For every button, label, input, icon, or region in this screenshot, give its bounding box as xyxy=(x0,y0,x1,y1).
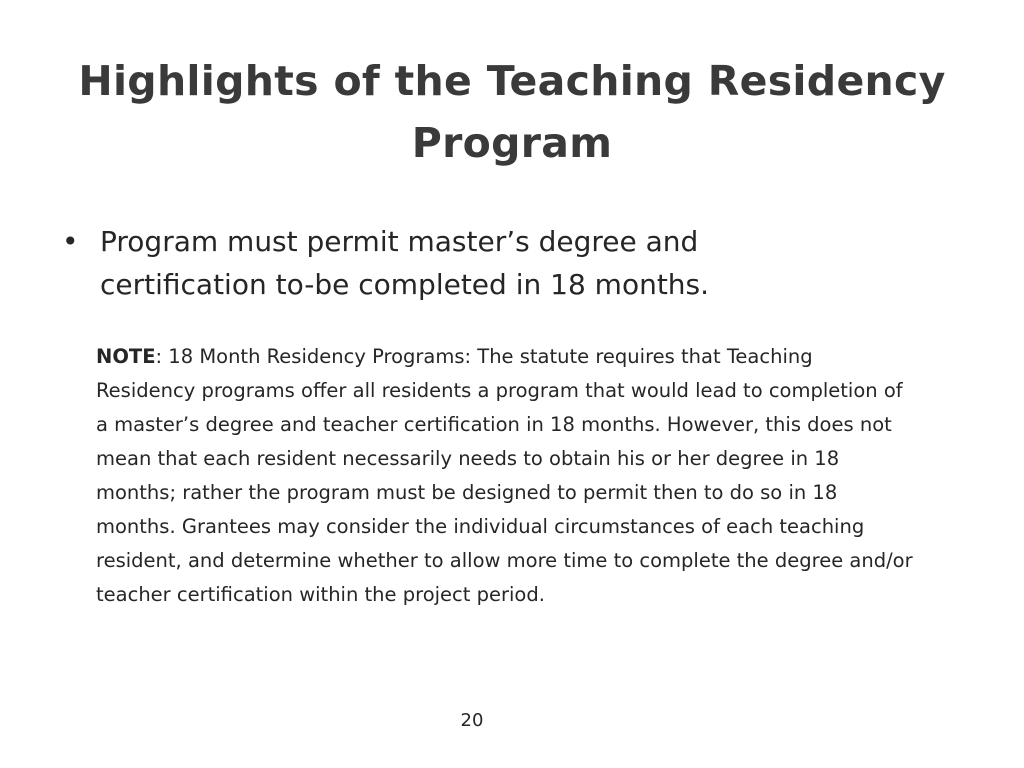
bullet-text: Program must permit master’s degree and certification to-be completed in 18 months. xyxy=(100,225,710,301)
note-colon: : xyxy=(155,345,163,368)
bullet-marker: • xyxy=(62,225,79,258)
slide-title: Highlights of the Teaching Residency Program xyxy=(78,57,946,167)
bullet-item xyxy=(62,220,942,306)
note-label: NOTE xyxy=(96,345,156,368)
note-text: 18 Month Residency Programs: The statute requires that Teaching Residency programs offer all residents a program that would lead to completion of a master’s degree and teacher certification in 18 months. However, this does not mean that each resident necessarily needs to obtain his or her degree in 18 months; rather the program must be designed to permit then to do so in 18 months. Grantees may consider the individual circumstances of each teaching resident, and determine whether to allow more time to complete the degree and/or teacher certification within the project period. xyxy=(96,345,913,606)
page-number: 20 xyxy=(460,710,484,731)
note-paragraph xyxy=(96,340,916,612)
